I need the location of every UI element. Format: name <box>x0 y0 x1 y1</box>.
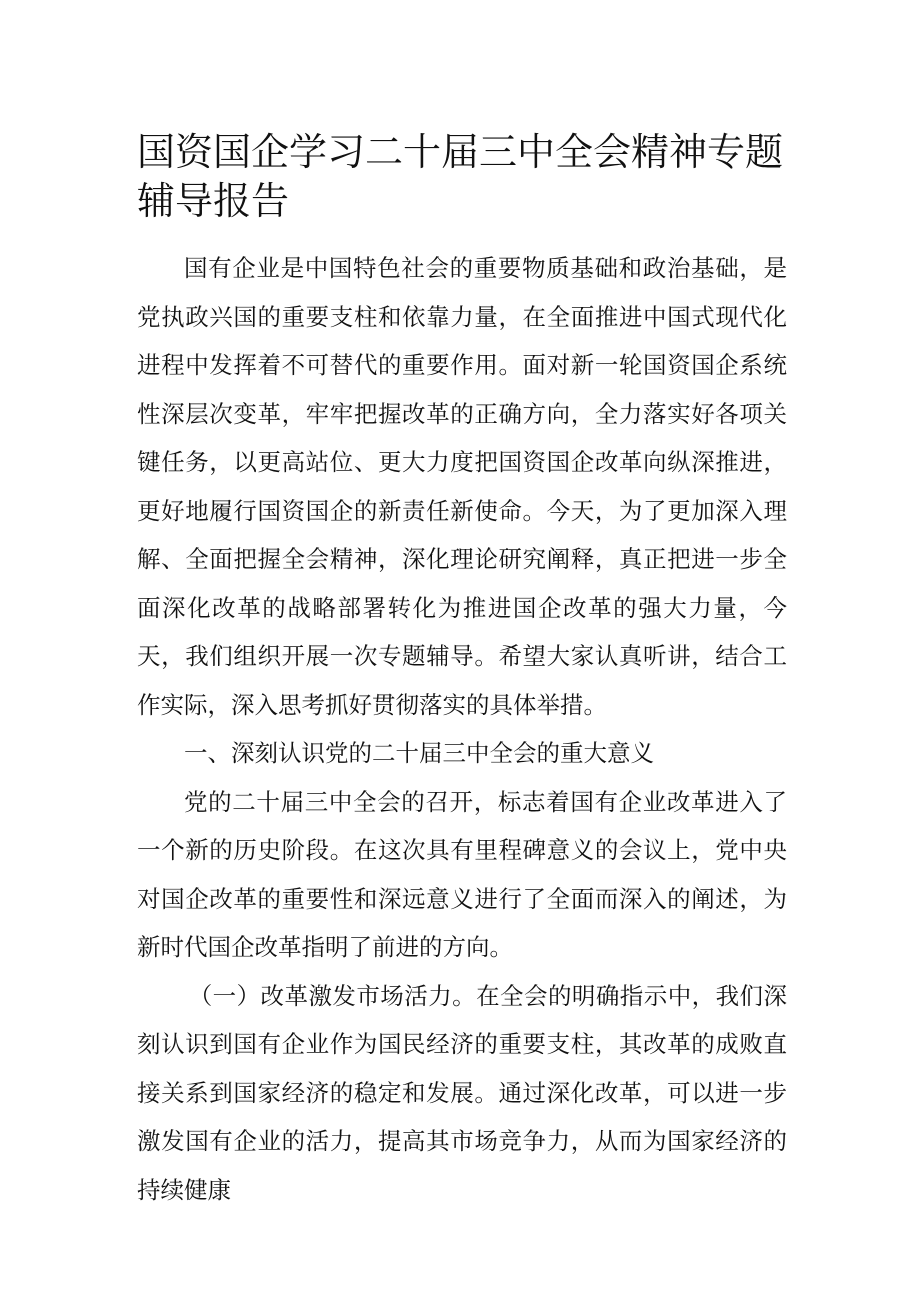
subsection-paragraph: （一）改革激发市场活力。在全会的明确指示中，我们深刻认识到国有企业作为国民经济的重要支柱，其改革的成败直接关系到国家经济的稳定和发展。通过深化改革，可以进一步激发国有企业的活力，提高其市场竞争力，从而为国家经济的持续健康 <box>137 981 787 1204</box>
document-title: 国资国企学习二十届三中全会精神专题辅导报告 <box>137 130 784 223</box>
section-paragraph: 党的二十届三中全会的召开，标志着国有企业改革进入了一个新的历史阶段。在这次具有里程碑意义的会议上，党中央对国企改革的重要性和深远意义进行了全面而深入的阐述，为新时代国企改革指明了前进的方向。 <box>137 787 787 961</box>
document-page <box>137 128 787 1214</box>
intro-paragraph: 国有企业是中国特色社会的重要物质基础和政治基础，是党执政兴国的重要支柱和依靠力量，在全面推进中国式现代化进程中发挥着不可替代的重要作用。面对新一轮国资国企系统性深层次变革，牢牢把握改革的正确方向，全力落实好各项关键任务，以更高站位、更大力度把国资国企改革向纵深推进，更好地履行国资国企的新责任新使命。今天，为了更加深入理解、全面把握全会精神，深化理论研究阐释，真正把进一步全面深化改革的战略部署转化为推进国企改革的强大力量，今天，我们组织开展一次专题辅导。希望大家认真听讲，结合工作实际，深入思考抓好贯彻落实的具体举措。 <box>137 254 787 719</box>
document-body <box>137 244 787 1214</box>
section-heading: 一、深刻认识党的二十届三中全会的重大意义 <box>184 739 654 767</box>
